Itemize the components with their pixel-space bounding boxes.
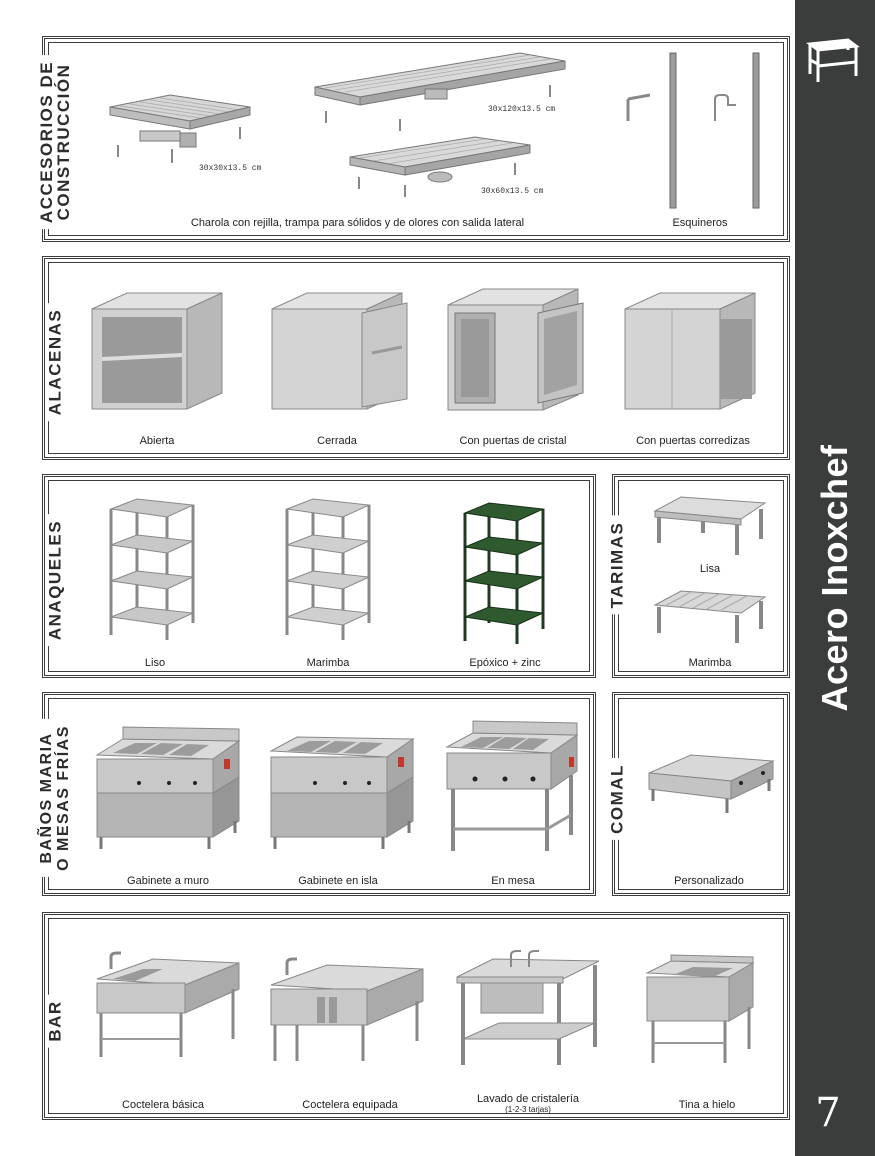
anaquel-liso-image (105, 495, 200, 640)
caption-epoxico: Epóxico + zinc (469, 657, 541, 669)
comal-title: COMAL (609, 758, 626, 840)
bano-muro-image (93, 721, 243, 861)
tarima-lisa-image (651, 493, 769, 559)
alacenas-panel (42, 256, 790, 460)
bano-mesa-image (443, 717, 583, 857)
dim-30x120: 30x120x13.5 cm (488, 105, 556, 114)
tina-hielo-image (643, 955, 759, 1071)
lavado-cristaleria-image (453, 949, 603, 1071)
caption-marimba: Marimba (306, 657, 350, 669)
accesorios-panel (37, 36, 790, 242)
coctelera-basica-image (93, 945, 243, 1065)
caption-lisa: Lisa (699, 563, 721, 575)
caption-en-mesa: En mesa (491, 875, 535, 887)
caption-tina-hielo: Tina a hielo (678, 1099, 736, 1111)
alacena-corredizas-image (620, 289, 760, 414)
accesorios-title: ACCESORIOS DE CONSTRUCCIÓN (38, 55, 72, 229)
alacenas-title: ALACENAS (47, 303, 64, 421)
caption-personalizado: Personalizado (674, 875, 744, 887)
anaqueles-title: ANAQUELES (47, 514, 64, 646)
alacena-abierta-image (87, 289, 227, 414)
esquineros-image (620, 49, 770, 214)
comal-panel (607, 692, 790, 896)
anaqueles-panel (42, 474, 596, 678)
caption-isla: Gabinete en isla (298, 875, 378, 887)
bar-panel (42, 912, 790, 1120)
tarima-marimba-image (651, 587, 769, 647)
alacena-cerrada-image (267, 289, 412, 414)
tarimas-title: TARIMAS (609, 516, 626, 615)
banos-title: BAÑOS MARIA O MESAS FRÍAS (38, 719, 72, 877)
brand-sidebar: Acero Inoxchef (795, 0, 875, 1156)
bano-isla-image (267, 723, 417, 861)
caption-lavado-note: (1-2-3 tarjas) (505, 1105, 551, 1114)
page-number: 7 (815, 1090, 841, 1136)
caption-tarima-marimba: Marimba (688, 657, 732, 669)
caption-corredizas: Con puertas corredizas (636, 435, 750, 447)
caption-liso: Liso (144, 657, 166, 669)
dim-30x60: 30x60x13.5 cm (481, 187, 544, 196)
drain-30x120-image (310, 45, 570, 135)
table-logo-icon (800, 30, 860, 86)
anaquel-epoxico-image (459, 499, 549, 644)
caption-lavado: Lavado de cristalería (476, 1093, 580, 1105)
caption-muro: Gabinete a muro (127, 875, 209, 887)
caption-charola: Charola con rejilla, trampa para sólidos y de olores con salida lateral (190, 217, 525, 229)
comal-image (645, 751, 777, 827)
caption-coctelera-basica: Coctelera básica (122, 1099, 204, 1111)
caption-cristal: Con puertas de cristal (459, 435, 567, 447)
bar-title: BAR (47, 994, 64, 1047)
caption-esquineros: Esquineros (672, 217, 728, 229)
coctelera-equipada-image (267, 949, 427, 1069)
caption-coctelera-equipada: Coctelera equipada (302, 1099, 398, 1111)
caption-abierta: Abierta (139, 435, 175, 447)
caption-cerrada: Cerrada (317, 435, 357, 447)
alacena-cristal-image (443, 285, 593, 415)
dim-30x30: 30x30x13.5 cm (199, 164, 262, 173)
banos-panel (38, 692, 596, 896)
tarimas-panel (607, 474, 790, 678)
anaquel-marimba-image (281, 495, 376, 640)
